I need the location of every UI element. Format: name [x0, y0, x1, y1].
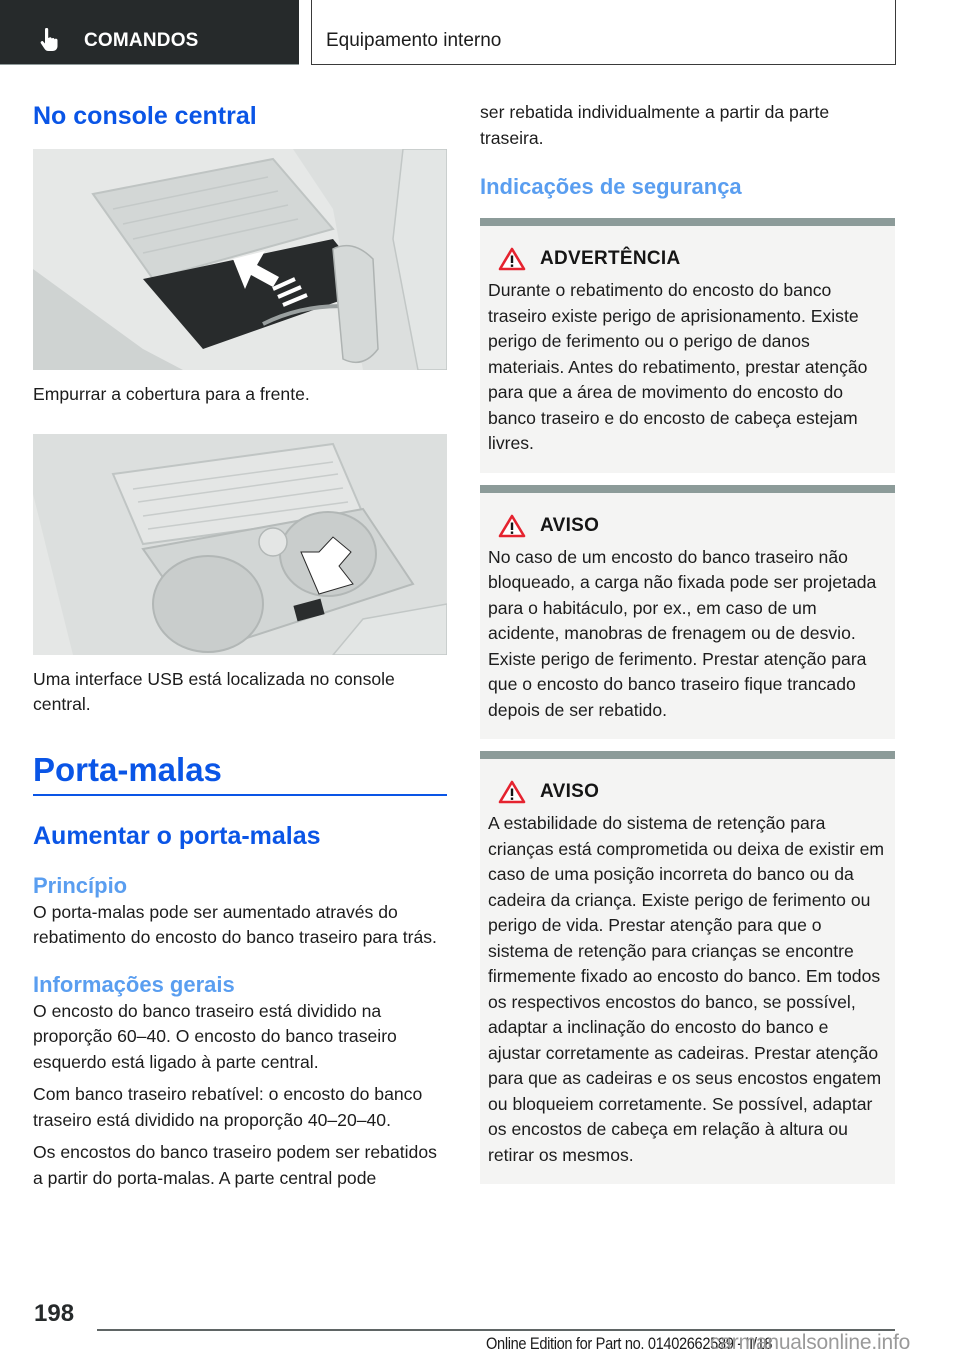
notice-label: AVISO	[540, 781, 600, 802]
warning-triangle-icon	[498, 514, 526, 538]
warning-box	[480, 218, 895, 473]
general-info-paragraph: Com banco traseiro rebatível: o encosto do banco traseiro está dividido na proporção 40–20–40.	[33, 1084, 423, 1130]
notice-box	[480, 751, 895, 1184]
chapter-rule	[33, 794, 447, 796]
left-column	[33, 100, 447, 1191]
watermark-link[interactable]: carmanualsonline.info	[710, 1331, 911, 1354]
usb-interface-illustration	[33, 434, 447, 655]
notice-label: AVISO	[540, 514, 600, 536]
general-info-paragraph: Os encostos do banco traseiro podem ser rebatidos a partir do porta-malas. A parte central pode	[33, 1142, 437, 1188]
edition-text: Online Edition for Part no. 01402662589 - II/18	[486, 1334, 773, 1353]
principle-text: O porta-malas pode ser aumentado através do rebatimento do encosto do banco traseiro para trás.	[33, 901, 437, 947]
chapter-box	[311, 0, 896, 65]
figure2-caption: Uma interface USB está localizada no console central.	[33, 668, 395, 714]
console-cover-illustration	[33, 149, 447, 370]
chapter-label: Equipamento interno	[326, 30, 502, 51]
section-title: No console central	[33, 102, 257, 130]
page-number: 198	[34, 1300, 75, 1327]
notice-text: No caso de um encosto do banco traseiro não bloqueado, a carga não fixada pode ser projetada para o habitáculo, por ex., em caso de um acidente, manobras de frenagem ou de desvio. Existe perigo de ferimento. Prestar atenção para que o encosto do banco traseiro fique trancado depois de ser rebatido.	[488, 546, 877, 720]
console-cover-figure	[33, 149, 447, 370]
principle-heading: Princípio	[33, 872, 128, 898]
safety-heading: Indicações de segurança	[480, 174, 742, 199]
warning-triangle-icon	[498, 247, 526, 271]
warning-text: Durante o rebatimento do encosto do banco traseiro existe perigo de aprisionamento. Existe perigo de ferimento ou o perigo de danos materiais. Antes do rebatimento, prestar atenção para que a área de movimento do encosto do banco traseiro e do encosto de cabeça estejam livres.	[488, 280, 868, 453]
pointing-hand-icon	[40, 28, 62, 52]
usb-interface-figure	[33, 434, 447, 655]
continued-text: ser rebatida individualmente a partir da parte traseira.	[480, 102, 830, 148]
notice-box	[480, 485, 895, 740]
right-column	[480, 100, 895, 1184]
warning-triangle-icon	[498, 780, 526, 804]
section-label: COMANDOS	[84, 30, 199, 51]
figure1-caption: Empurrar a cobertura para a frente.	[33, 384, 310, 404]
chapter-title: Porta-malas	[33, 750, 222, 788]
general-info-paragraph: O encosto do banco traseiro está dividido na proporção 60–40. O encosto do banco traseiro esquerdo está ligado à parte central.	[33, 1000, 397, 1072]
section-tab	[0, 0, 299, 65]
notice-text: A estabilidade do sistema de retenção para crianças está comprometida ou deixa de existir em caso de uma posição incorreta do banco ou da cadeira da criança. Existe perigo de ferimento ou perigo de vida. Prestar atenção para que o sistema de retenção para crianças se encontre firmemente fixado ao encosto do banco. Em todos os respectivos encostos do banco, se possível, adaptar a inclinação do encosto do banco e ajustar corretamente as cadeiras. Prestar atenção para que as cadeiras e os seus encostos engatem ou bloqueiem corretamente. Se possível, adaptar os encostos de cabeça em relação à altura ou retirar os mesmos.	[488, 813, 885, 1165]
subsection-title: Aumentar o porta-malas	[33, 821, 321, 850]
warning-label: ADVERTÊNCIA	[540, 248, 681, 269]
general-info-heading: Informações gerais	[33, 971, 235, 997]
